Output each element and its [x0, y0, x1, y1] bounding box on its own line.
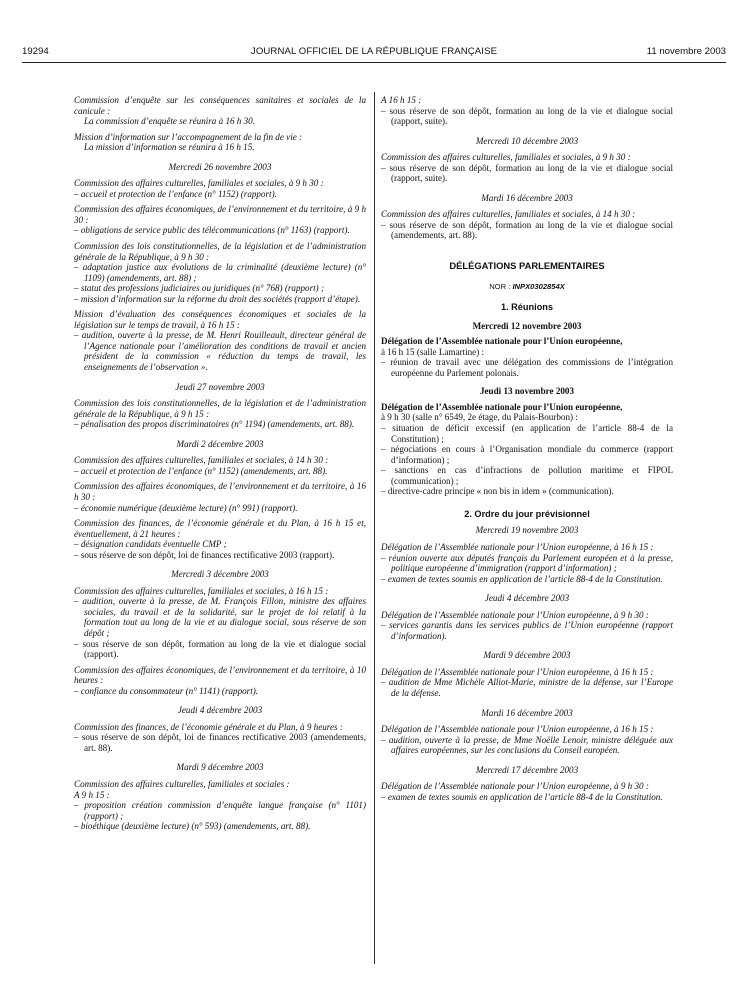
entry-heading-time: à 9 h 30 (salle n° 6549, 2e étage, du Palais-Bourbon) : — [381, 412, 578, 423]
issue-date: 11 novembre 2003 — [646, 46, 726, 57]
entry-heading: Délégation de l’Assemblée nationale pour l’Union européenne, à 9 h 30 : — [381, 609, 649, 620]
entry-heading: Délégation de l’Assemblée nationale pour l’Union européenne, à 16 h 15 : — [381, 666, 654, 677]
entry-heading: Commission des affaires culturelles, familiales et sociales, à 16 h 15 : — [74, 585, 329, 596]
nor-reference — [381, 282, 673, 293]
agenda-item: – accueil et protection de l’enfance (n° 1152) (rapport). — [74, 188, 277, 199]
date-heading: Mardi 9 décembre 2003 — [176, 762, 264, 773]
date-heading: Mercredi 10 décembre 2003 — [475, 135, 579, 146]
entry-heading: Commission des finances, de l’économie générale et du Plan, à 16 h 15 et, éventuellement, à 21 heures : — [74, 518, 366, 539]
entry-heading: Commission des lois constitutionnelles, de la législation et de l’administration générale de la République, à 9 h 30 : — [74, 241, 366, 262]
agenda-item: – proposition création commission d’enquête langue française (n° 1101) (rapport) ; — [74, 800, 366, 821]
column-divider — [374, 92, 375, 964]
agenda-item: – mission d’information sur la réforme du droit des sociétés (rapport d’étape). — [74, 293, 361, 304]
agenda-item: – bioéthique (deuxième lecture) (n° 593) (amendements, art. 88). — [74, 821, 311, 832]
entry-text: La commission d’enquête se réunira à 16 h 30. — [84, 116, 255, 127]
entry-heading: Commission des affaires économiques, de l’environnement et du territoire, à 9 h 30 : — [74, 204, 366, 225]
entry-heading-time: à 16 h 15 (salle Lamartine) : — [381, 346, 485, 357]
date-heading: Mardi 9 décembre 2003 — [483, 650, 571, 661]
agenda-item: – sanctions en cas d’infractions de pollution maritime et FIPOL (communication) ; — [381, 465, 673, 486]
entry-heading: Commission des finances, de l’économie générale et du Plan, à 9 heures : — [74, 721, 343, 732]
date-heading: Mardi 16 décembre 2003 — [481, 707, 573, 718]
entry-heading: Commission des affaires économiques, de l’environnement et du territoire, à 10 heures : — [74, 664, 366, 686]
agenda-item: – audition, ouverte à la presse, de M. Henri Rouilleault, directeur général de l’Agence nationale pour l’amélioration des conditions de travail et ancien président de la commission « réduction du temps de travail, les enseignements de l’observation ». — [74, 330, 366, 373]
journal-title: JOURNAL OFFICIEL DE LA RÉPUBLIQUE FRANÇAISE — [250, 46, 498, 57]
agenda-item: – audition, ouverte à la presse, de Mme Noëlle Lenoir, ministre déléguée aux affaires européennes, sur les conclusions du Conseil européen. — [381, 734, 673, 756]
page-number: 19294 — [22, 46, 49, 57]
entry-heading: Mission d’évaluation des conséquences économiques et sociales de la législation sur le temps de travail, à 16 h 15 : — [74, 309, 366, 330]
date-heading: Mercredi 26 novembre 2003 — [168, 161, 272, 172]
left-column — [74, 95, 366, 832]
agenda-item: – sous réserve de son dépôt, formation au long de la vie et dialogue social (rapport, suite). — [381, 162, 673, 184]
agenda-item: – situation de déficit excessif (en application de l’article 88-4 de la Constitution) ; — [381, 423, 673, 444]
date-heading: Mercredi 12 novembre 2003 — [472, 320, 582, 331]
section-title: DÉLÉGATIONS PARLEMENTAIRES — [449, 260, 605, 272]
nor-value: INPX0302854X — [512, 281, 565, 291]
agenda-item: – examen de textes soumis en application de l’article 88-4 de la Constitution. — [381, 791, 663, 802]
agenda-item: – accueil et protection de l’enfance (n° 1152) (amendements, art. 88). — [74, 465, 328, 476]
date-heading: Mardi 16 décembre 2003 — [481, 192, 573, 203]
date-heading: Jeudi 27 novembre 2003 — [175, 381, 265, 392]
entry-heading: Délégation de l’Assemblée nationale pour l’Union européenne, à 16 h 15 : — [381, 724, 654, 735]
agenda-item: – audition de Mme Michèle Alliot-Marie, ministre de la défense, sur l’Europe de la défense. — [381, 677, 673, 698]
entry-heading: Commission des affaires culturelles, familiales et sociales, à 9 h 30 : — [381, 152, 631, 163]
entry-heading: Commission des affaires culturelles, familiales et sociales, à 14 h 30 : — [74, 455, 329, 466]
agenda-item: – réunion ouverte aux députés français du Parlement européen et à la presse, politique européenne d’immigration (rapport d’information) ; — [381, 552, 673, 574]
agenda-item: – pénalisation des propos discriminatoires (n° 1194) (amendements, art. 88). — [74, 419, 355, 430]
date-heading: Jeudi 4 décembre 2003 — [484, 593, 570, 604]
right-column — [381, 95, 673, 802]
page-header — [22, 47, 726, 61]
agenda-item: – négociations en cours à l’Organisation mondiale du commerce (rapport d’information) ; — [381, 444, 673, 465]
agenda-item: – sous réserve de son dépôt, loi de finances rectificative 2003 (rapport). — [74, 549, 335, 560]
agenda-item: – désignation candidats éventuelle CMP ; — [74, 539, 227, 550]
agenda-item: – sous réserve de son dépôt, loi de finances rectificative 2003 (amendements, art. 88). — [74, 732, 366, 753]
nor-label: NOR : — [489, 281, 511, 291]
entry-heading: Commission des affaires économiques, de l’environnement et du territoire, à 16 h 30 : — [74, 481, 366, 502]
agenda-item: – audition, ouverte à la presse, de M. François Fillon, ministre des affaires sociales, du travail et de la solidarité, sur le projet de loi relatif à la formation tout au long de la vie et au dialogue social, sous réserve de son dépôt ; — [74, 596, 366, 638]
date-heading: Jeudi 13 novembre 2003 — [479, 386, 575, 397]
date-heading: Jeudi 4 décembre 2003 — [177, 705, 263, 716]
entry-heading: Commission des lois constitutionnelles, de la législation et de l’administration générale de la République, à 9 h 15 : — [74, 398, 366, 419]
time-subheading: A 16 h 15 : — [381, 95, 422, 105]
entry-heading: Commission d’enquête sur les conséquences sanitaires et sociales de la canicule : — [74, 95, 366, 116]
agenda-item: – réunion de travail avec une délégation des commissions de l’intégration européenne du Parlement polonais. — [381, 357, 673, 378]
date-heading: Mercredi 3 décembre 2003 — [171, 569, 269, 580]
time-subheading: A 9 h 15 : — [74, 789, 110, 800]
entry-heading: Commission des affaires culturelles, familiales et sociales : — [74, 778, 290, 789]
agenda-item: – adaptation justice aux évolutions de la criminalité (deuxième lecture) (n° 1109) (amendements, art. 88) ; — [74, 262, 366, 283]
agenda-item: – sous réserve de son dépôt, formation au long de la vie et dialogue social (amendements, art. 88). — [381, 219, 673, 241]
agenda-item: – économie numérique (deuxième lecture) (n° 991) (rapport). — [74, 502, 298, 513]
agenda-item: – statut des professions judiciaires ou juridiques (n° 768) (rapport) ; — [74, 283, 325, 294]
entry-heading: Commission des affaires culturelles, familiales et sociales, à 14 h 30 : — [381, 209, 636, 220]
entry-text: La mission d’information se réunira à 16 h 15. — [84, 142, 255, 153]
header-rule — [22, 62, 726, 63]
agenda-item: – services garantis dans les services publics de l’Union européenne (rapport d’information). — [381, 620, 673, 641]
agenda-item: – sous réserve de son dépôt, formation au long de la vie et dialogue social (rapport, suite). — [381, 105, 673, 127]
entry-heading: Délégation de l’Assemblée nationale pour l’Union européenne, — [381, 401, 623, 412]
entry-heading: Mission d’information sur l’accompagnement de la fin de vie : — [74, 131, 303, 142]
entry-heading: Délégation de l’Assemblée nationale pour l’Union européenne, à 9 h 30 : — [381, 781, 649, 792]
agenda-item: – sous réserve de son dépôt, formation au long de la vie et dialogue social (rapport). — [74, 638, 366, 660]
agenda-item: – obligations de service public des télécommunications (n° 1163) (rapport). — [74, 225, 350, 236]
subsection-title: 1. Réunions — [500, 302, 554, 313]
date-heading: Mardi 2 décembre 2003 — [176, 438, 264, 449]
agenda-item: – directive-cadre principe « non bis in idem » (communication). — [381, 486, 614, 497]
date-heading: Mercredi 17 décembre 2003 — [475, 764, 579, 775]
agenda-item: – examen de textes soumis en application de l’article 88-4 de la Constitution. — [381, 573, 663, 584]
subsection-title: 2. Ordre du jour prévisionnel — [464, 508, 590, 519]
date-heading: Mercredi 19 novembre 2003 — [475, 525, 579, 536]
entry-heading: Délégation de l’Assemblée nationale pour l’Union européenne, — [381, 336, 623, 347]
agenda-item: – confiance du consommateur (n° 1141) (rapport). — [74, 685, 259, 696]
entry-heading: Délégation de l’Assemblée nationale pour l’Union européenne, à 16 h 15 : — [381, 541, 654, 552]
entry-heading: Commission des affaires culturelles, familiales et sociales, à 9 h 30 : — [74, 178, 324, 189]
